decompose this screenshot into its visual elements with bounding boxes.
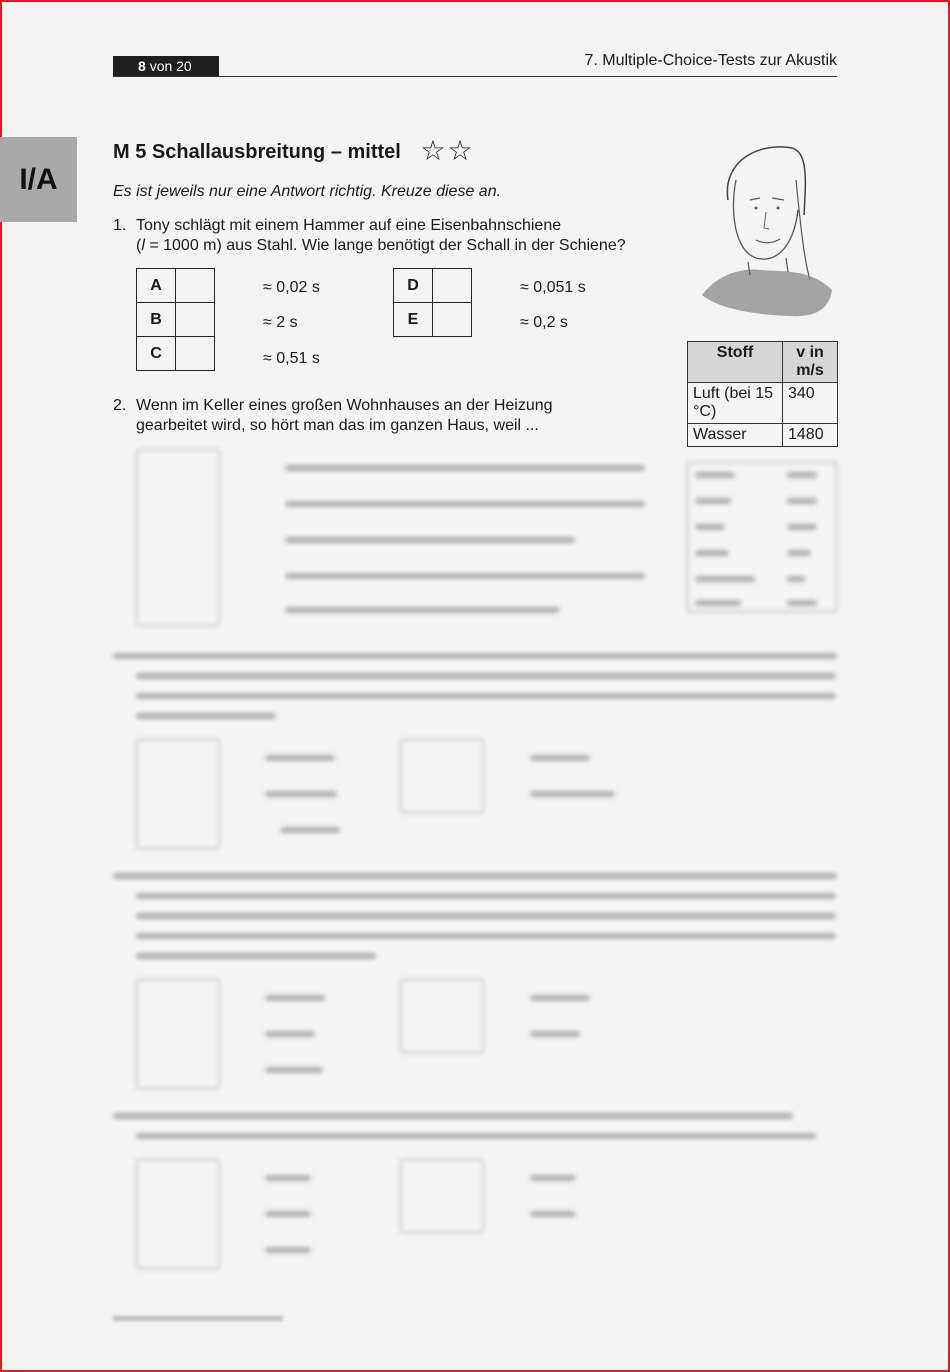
table-header-material: Stoff — [688, 342, 783, 383]
page-current: 8 — [138, 58, 146, 74]
answer-letter: A — [137, 269, 176, 303]
table-header-speed: v in m/s — [783, 342, 838, 383]
answer-checkbox-c[interactable] — [176, 337, 215, 371]
question-2-line-1: Wenn im Keller eines großen Wohnhauses an der Heizung — [136, 397, 553, 414]
answer-value-e: ≈ 0,2 s — [520, 314, 568, 331]
worksheet-title — [113, 134, 475, 167]
answer-row-d — [394, 269, 472, 303]
question-2 — [113, 396, 553, 436]
answer-row-e — [394, 303, 472, 337]
question-1-number: 1. — [113, 217, 127, 234]
header-rule — [113, 76, 837, 77]
answer-value-a: ≈ 0,02 s — [263, 279, 320, 296]
question-2-number: 2. — [113, 397, 127, 414]
question-2-line-2: gearbeitet wird, so hört man das im ganzen Haus, weil ... — [136, 417, 539, 434]
answer-checkbox-b[interactable] — [176, 303, 215, 337]
answer-value-b: ≈ 2 s — [263, 314, 298, 331]
answer-value-c: ≈ 0,51 s — [263, 350, 320, 367]
table-cell: Wasser — [688, 424, 783, 447]
table-cell: 1480 — [783, 424, 838, 447]
answer-grid-left — [136, 268, 215, 371]
person-sketch-icon — [700, 140, 835, 325]
answer-letter: D — [394, 269, 433, 303]
difficulty-stars-icon: ☆☆ — [420, 135, 475, 166]
footer-text-blurred — [113, 1316, 283, 1321]
answer-letter: E — [394, 303, 433, 337]
question-1-line-1: Tony schlägt mit einem Hammer auf eine Eisenbahnschiene — [136, 217, 562, 234]
table-row — [688, 424, 838, 447]
answer-letter: B — [137, 303, 176, 337]
table-cell: Luft (bei 15 °C) — [688, 383, 783, 424]
title-text: M 5 Schallausbreitung – mittel — [113, 141, 401, 163]
answer-value-d: ≈ 0,051 s — [520, 279, 586, 296]
answer-grid-right — [393, 268, 472, 337]
answer-checkbox-a[interactable] — [176, 269, 215, 303]
section-title: 7. Multiple-Choice-Tests zur Akustik — [584, 52, 837, 69]
answer-checkbox-e[interactable] — [433, 303, 472, 337]
level-tab: I/A — [0, 137, 77, 222]
instruction-text: Es ist jeweils nur eine Antwort richtig. Kreuze diese an. — [113, 183, 502, 200]
table-row — [688, 383, 838, 424]
table-cell: 340 — [783, 383, 838, 424]
page-number-badge — [113, 56, 219, 76]
question-1 — [113, 216, 626, 256]
page-of: von 20 — [149, 58, 192, 74]
answer-checkbox-d[interactable] — [433, 269, 472, 303]
table-header-row — [688, 342, 838, 383]
answer-letter: C — [137, 337, 176, 371]
question-1-line-2: (l = 1000 m) aus Stahl. Wie lange benötigt der Schall in der Schiene? — [136, 237, 626, 254]
answer-row-b — [137, 303, 215, 337]
answer-row-a — [137, 269, 215, 303]
speed-of-sound-table — [687, 341, 838, 447]
answer-row-c — [137, 337, 215, 371]
blurred-content — [0, 445, 950, 1325]
